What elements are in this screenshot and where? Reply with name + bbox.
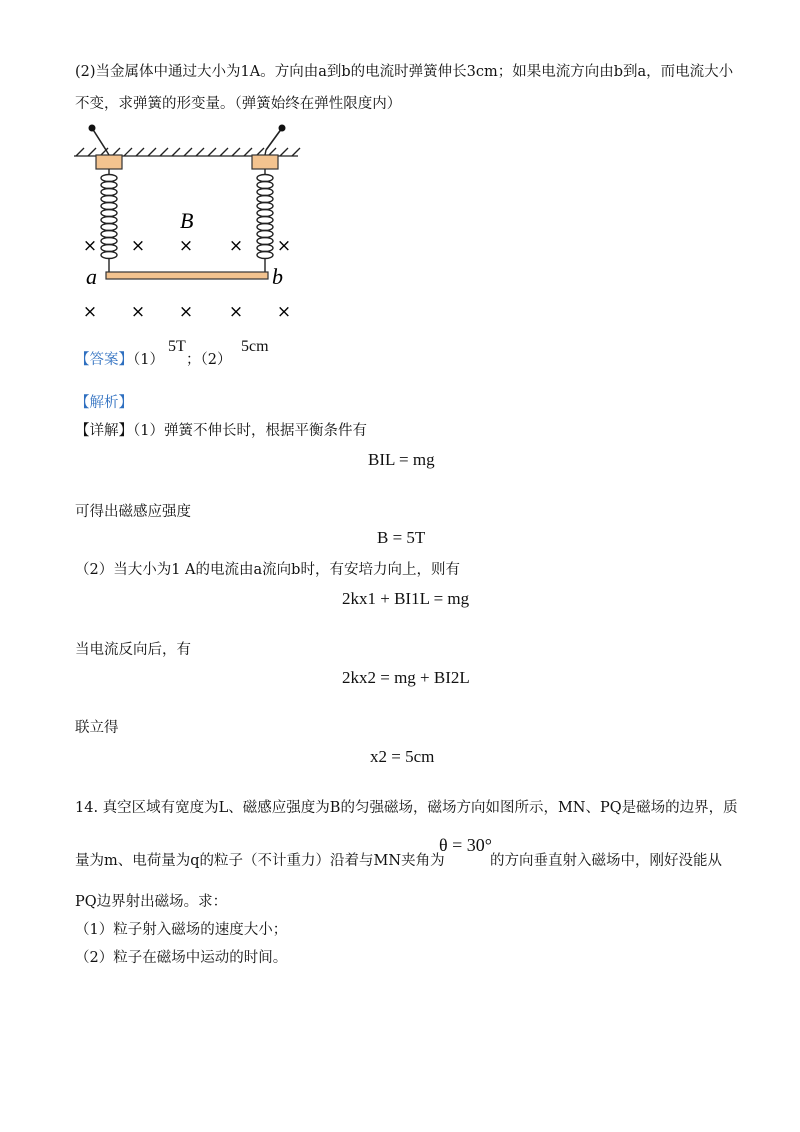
field-cross: × [228, 302, 244, 322]
field-cross: × [228, 236, 244, 256]
rod-end-label-b: b [272, 264, 283, 289]
left-spring [101, 169, 117, 272]
detail-text: （1）弹簧不伸长时，根据平衡条件有 [133, 423, 367, 439]
question14-subquestion: （2）粒子在磁场中运动的时间。 [75, 950, 288, 966]
field-label: B [180, 208, 194, 233]
question-text-line: 不变，求弹簧的形变量。（弹簧始终在弹性限度内） [75, 96, 402, 112]
field-cross: × [276, 302, 292, 322]
answer-part1-prefix: （1） [133, 352, 164, 368]
field-cross: × [178, 236, 194, 256]
equation-force-balance-2: 2kx2 = mg + BI2L [342, 668, 470, 687]
rod-end-label-a: a [86, 264, 97, 289]
answer-line [75, 350, 164, 370]
detail-text: （2）当大小为1 A的电流由a流向b时，有安培力向上，则有 [75, 562, 460, 578]
field-cross: × [276, 236, 292, 256]
detail-line [75, 421, 367, 441]
detail-tag: 【详解】 [75, 423, 133, 439]
equation-result: x2 = 5cm [370, 747, 435, 766]
right-terminal [266, 125, 286, 151]
detail-text: 可得出磁感应强度 [75, 504, 191, 520]
question14-line: 量为m、电荷量为q的粒子（不计重力）沿着与MN夹角为 [75, 853, 445, 869]
field-cross: × [178, 302, 194, 322]
right-mount-block [252, 155, 278, 169]
field-cross: × [130, 236, 146, 256]
left-mount-block [96, 155, 122, 169]
detail-text: 联立得 [75, 720, 119, 736]
field-cross: × [82, 302, 98, 322]
field-cross: × [130, 302, 146, 322]
theta-angle: θ = 30° [439, 835, 492, 855]
answer-part1-value: 5T [168, 338, 186, 355]
answer-part2-value: 5cm [241, 338, 269, 355]
question14-line: PQ边界射出磁场。求： [75, 894, 228, 910]
equation-force-balance-1: 2kx1 + BI1L = mg [342, 589, 470, 608]
question-text-line: (2)当金属体中通过大小为1A。方向由a到b的电流时弹簧伸长3cm；如果电流方向由b到a，而电流大小 [75, 64, 734, 80]
metal-rod [106, 272, 268, 279]
answer-tag: 【答案】 [75, 352, 133, 368]
equation-bil-mg: BIL = mg [368, 450, 435, 469]
spring-rod-figure [68, 118, 308, 323]
field-cross: × [82, 236, 98, 256]
detail-text: 当电流反向后，有 [75, 642, 191, 658]
question14-line: 的方向垂直射入磁场中，刚好没能从 [490, 853, 722, 869]
analysis-tag: 【解析】 [75, 395, 133, 411]
question14-subquestion: （1）粒子射入磁场的速度大小； [75, 922, 288, 938]
answer-separator: ；（2） [186, 352, 232, 368]
question14-line: 14. 真空区域有宽度为L、磁感应强度为B的匀强磁场，磁场方向如图所示，MN、PQ是磁场的边界，质 [75, 800, 738, 816]
equation-b-value: B = 5T [377, 528, 426, 547]
left-terminal [89, 125, 107, 151]
right-spring [257, 169, 273, 272]
